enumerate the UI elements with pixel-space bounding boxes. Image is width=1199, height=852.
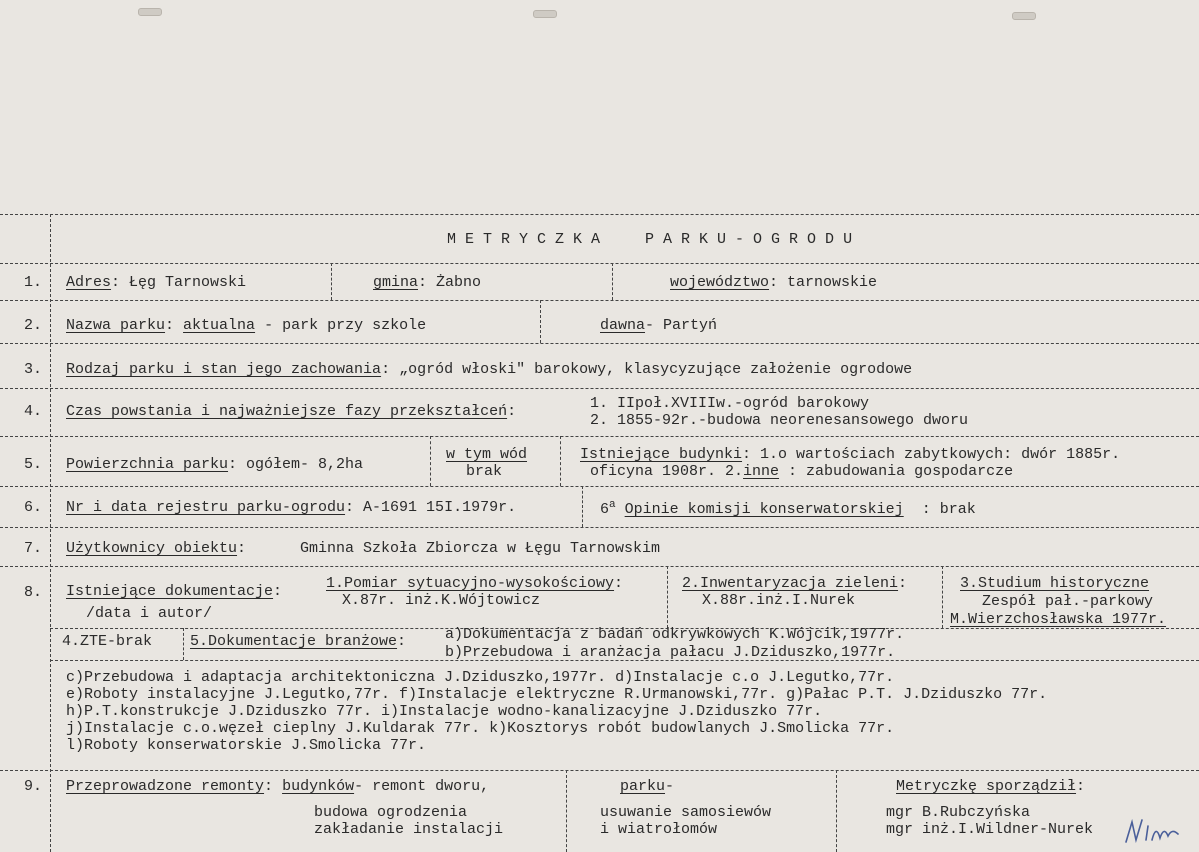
dokumentacje-sub: /data i autor/ — [86, 605, 213, 622]
rule-v-9a — [566, 770, 567, 852]
dawna-row — [600, 318, 717, 333]
budynki-row — [580, 447, 1120, 462]
row-number-9: 9. — [23, 778, 42, 795]
punch-hole-1 — [138, 8, 162, 16]
page-title: M E T R Y C Z K A P A R K U - O G R O D U — [447, 231, 853, 248]
parku-row — [620, 779, 674, 794]
dokumentacje-row: Istniejące dokumentacje: — [66, 583, 283, 600]
adres-row — [66, 275, 246, 290]
parku-value-1: usuwanie samosiewów — [600, 804, 772, 821]
wojewodztwo-label: województwo — [670, 274, 770, 291]
punch-hole-2 — [533, 10, 557, 18]
wod-value: brak — [466, 463, 503, 480]
studium-value-1: Zespół pał.-parkowy — [982, 593, 1154, 610]
adres-value: : Łęg Tarnowski — [111, 274, 247, 291]
rule-v-8b — [942, 566, 943, 628]
rule-1 — [0, 300, 1199, 301]
branzowe-list-c: c)Przebudowa i adaptacja architektoniczna J.Dziduszko,1977r. d)Instalacje c.o J.Legutko,77r. — [66, 669, 895, 686]
budynkow-label: budynków — [282, 778, 355, 795]
opinie-value: : brak — [903, 501, 976, 518]
rule-v-1b — [612, 263, 613, 300]
rule-v-8a — [667, 566, 668, 628]
czas-label: Czas powstania i najważniejsze fazy przekształceń — [66, 403, 508, 420]
row-number-2: 2. — [23, 317, 42, 334]
studium-value-2: M.Wierzchosławska 1977r. — [950, 611, 1167, 628]
pomiar-row: 1.Pomiar sytuacyjno-wysokościowy: — [326, 575, 624, 592]
nazwa-row: Nazwa parku: aktualna - park przy szkole — [66, 317, 427, 334]
inne-label: inne — [743, 463, 780, 480]
rule-v-1a — [331, 263, 332, 300]
row-number-6: 6. — [23, 499, 42, 516]
pomiar-label: 1.Pomiar sytuacyjno-wysokościowy — [326, 575, 615, 592]
branzowe-b: b)Przebudowa i aranżacja pałacu J.Dziduszko,1977r. — [445, 644, 896, 661]
budynkow-value: - remont dworu, — [354, 778, 490, 795]
remonty-row: Przeprowadzone remonty: budynków- remont dworu, — [66, 778, 490, 795]
budynkow-value-2: budowa ogrodzenia — [314, 804, 468, 821]
rule-v-6 — [582, 486, 583, 527]
czas-row: Czas powstania i najważniejsze fazy przekształceń: — [66, 403, 517, 420]
budynkow-value-3: zakładanie instalacji — [314, 821, 504, 838]
rule-3 — [0, 388, 1199, 389]
punch-hole-3 — [1012, 12, 1036, 20]
rule-v-2 — [540, 300, 541, 343]
wojewodztwo-row — [670, 275, 877, 290]
rule-left-col — [50, 214, 51, 852]
author-2: mgr inż.I.Wildner-Nurek — [886, 821, 1094, 838]
sporzadzil-row — [896, 779, 1085, 794]
row-number-3: 3. — [23, 361, 42, 378]
sporzadzil-label: Metryczkę sporządził — [896, 778, 1077, 795]
studium-label: 3.Studium historyczne — [960, 575, 1150, 592]
inwentaryzacja-row: 2.Inwentaryzacja zieleni: — [682, 575, 908, 592]
rejestr-label: Nr i data rejestru parku-ogrodu — [66, 499, 346, 516]
oficyna-value: oficyna 1908r. 2. — [590, 463, 744, 480]
handwritten-signature — [1122, 810, 1182, 850]
num-6a: 6 — [600, 501, 610, 518]
czas-phase-1: 1. IIpoł.XVIIIw.-ogród barokowy — [590, 395, 870, 412]
powierzchnia-label: Powierzchnia parku — [66, 456, 229, 473]
rule-6 — [0, 527, 1199, 528]
parku-label: parku — [620, 778, 666, 795]
rule-title — [0, 263, 1199, 264]
budynki-row-2 — [590, 464, 1013, 479]
row-number-5: 5. — [23, 456, 42, 473]
branzowe-list-j: j)Instalacje c.o.węzeł cieplny J.Kuldarak 77r. k)Kosztorys robót budowlanych J.Smolicka 77r. — [66, 720, 895, 737]
rodzaj-row — [66, 362, 912, 377]
remonty-label: Przeprowadzone remonty — [66, 778, 265, 795]
dawna-label: dawna — [600, 317, 646, 334]
branzowe-list-e: e)Roboty instalacyjne J.Legutko,77r. f)Instalacje elektryczne R.Urmanowski,77r. g)Pałac P.T. J.Dziduszko 77r. — [66, 686, 1048, 703]
aktualna-label: aktualna — [183, 317, 256, 334]
adres-label: Adres — [66, 274, 112, 291]
rule-4 — [0, 436, 1199, 437]
parku-value-2: i wiatrołomów — [600, 821, 718, 838]
budynki-value: : 1.o wartościach zabytkowych: dwór 1885r. — [742, 446, 1121, 463]
branzowe-list-h: h)P.T.konstrukcje J.Dziduszko 77r. i)Instalacje wodno-kanalizacyjne J.Dziduszko 77r. — [66, 703, 823, 720]
dokumentacje-label: Istniejące dokumentacje — [66, 583, 274, 600]
row-number-4: 4. — [23, 403, 42, 420]
rule-2 — [0, 343, 1199, 344]
rule-v-9b — [836, 770, 837, 852]
budynki-label: Istniejące budynki — [580, 446, 743, 463]
dawna-value: - Partyń — [645, 317, 718, 334]
rule-7 — [0, 566, 1199, 567]
row-number-1: 1. — [23, 274, 42, 291]
opinie-row — [600, 500, 976, 517]
pomiar-value: X.87r. inż.K.Wójtowicz — [342, 592, 541, 609]
uzytkownicy-label: Użytkownicy obiektu — [66, 540, 238, 557]
nazwa-label: Nazwa parku — [66, 317, 166, 334]
rule-8 — [0, 770, 1199, 771]
powierzchnia-value: : ogółem- 8,2ha — [228, 456, 364, 473]
czas-phase-2: 2. 1855-92r.-budowa neorenesansowego dworu — [590, 412, 969, 429]
wojewodztwo-value: : tarnowskie — [769, 274, 878, 291]
author-1: mgr B.Rubczyńska — [886, 804, 1031, 821]
rule-5 — [0, 486, 1199, 487]
opinie-label: Opinie komisji konserwatorskiej — [624, 501, 904, 518]
wod-label: w tym wód — [446, 446, 528, 463]
gmina-label: gmina — [373, 274, 419, 291]
branzowe-list-l: l)Roboty konserwatorskie J.Smolicka 77r. — [66, 737, 427, 754]
aktualna-value: - park przy szkole — [255, 317, 427, 334]
row-number-8: 8. — [23, 584, 42, 601]
powierzchnia-row — [66, 457, 363, 472]
rule-top — [0, 214, 1199, 215]
rule-v-5b — [560, 436, 561, 486]
parku-dash: - — [665, 778, 675, 795]
uzytkownicy-value: Gminna Szkoła Zbiorcza w Łęgu Tarnowskim — [300, 540, 661, 557]
rodzaj-value: : „ogród włoski" barokowy, klasycyzujące założenie ogrodowe — [381, 361, 913, 378]
row-number-7: 7. — [23, 540, 42, 557]
zte-value: 4.ZTE-brak — [62, 633, 153, 650]
rejestr-value: : A-1691 15I.1979r. — [345, 499, 517, 516]
gmina-value: : Żabno — [418, 274, 482, 291]
inne-value: : zabudowania gospodarcze — [779, 463, 1014, 480]
uzytkownicy-row: Użytkownicy obiektu: — [66, 540, 247, 557]
inwentaryzacja-label: 2.Inwentaryzacja zieleni — [682, 575, 899, 592]
gmina-row — [373, 275, 481, 290]
rejestr-row — [66, 500, 516, 515]
sporzadzil-colon: : — [1076, 778, 1086, 795]
branzowe-label: 5.Dokumentacje branżowe — [190, 633, 398, 650]
branzowe-row: 5.Dokumentacje branżowe: — [190, 633, 407, 650]
rodzaj-label: Rodzaj parku i stan jego zachowania — [66, 361, 382, 378]
inwentaryzacja-value: X.88r.inż.I.Nurek — [702, 592, 856, 609]
branzowe-a: a)Dokumentacja z badań odkrywkowych K.Wójcik,1977r. — [445, 626, 905, 643]
rule-v-8c — [183, 628, 184, 660]
rule-v-5a — [430, 436, 431, 486]
num-6a-sup: a — [609, 499, 616, 511]
